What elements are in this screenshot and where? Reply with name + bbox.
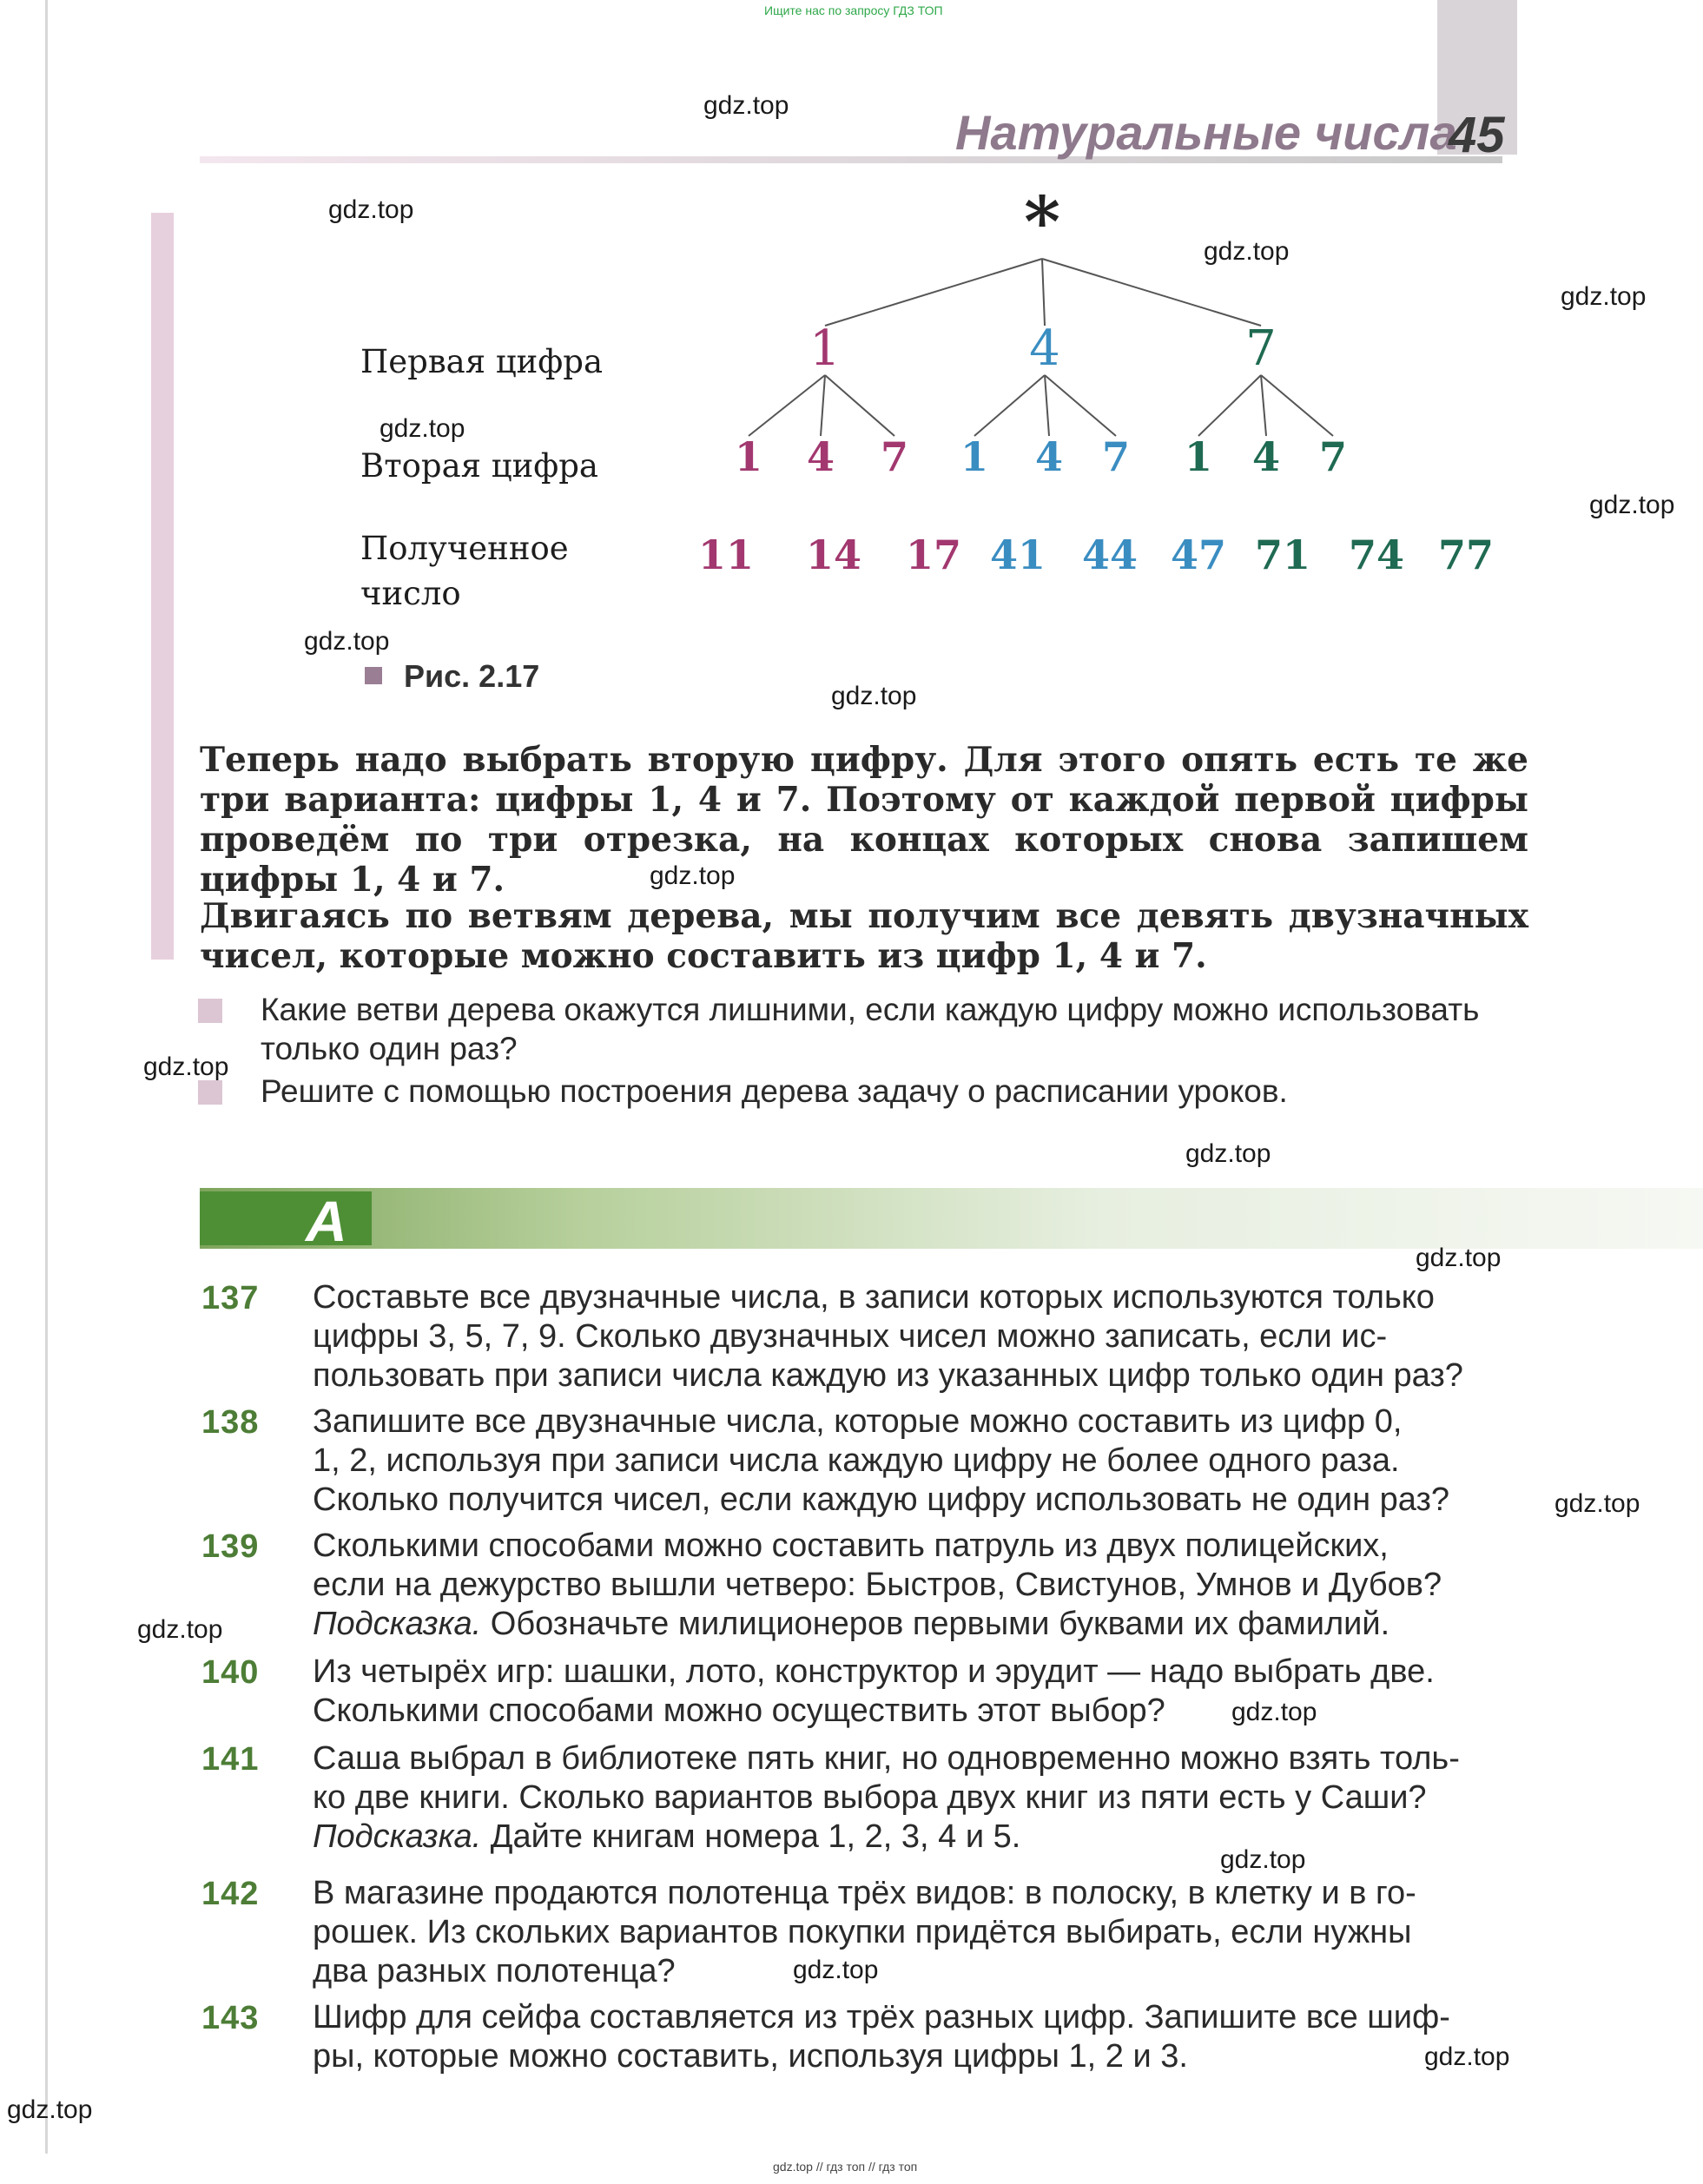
text-line: рошек. Из скольких вариантов покупки придётся выбирать, если нужны — [313, 1914, 1412, 1950]
text-line: В магазине продаются полотенца трёх видов: в полоску, в клетку и в го- — [313, 1875, 1416, 1911]
question-marker — [198, 999, 222, 1023]
tree-result-number: 41 — [989, 531, 1046, 578]
text-line: пользовать при записи числа каждую из указанных цифр только один раз? — [313, 1357, 1463, 1394]
exercise-137-text — [313, 1278, 1528, 1396]
hint-label: Подсказка. — [313, 1606, 482, 1642]
exercise-number: 142 — [201, 1876, 260, 1912]
tree-level2-digit: 1 — [960, 433, 989, 480]
tree-branch-level1 — [1198, 375, 1261, 436]
tree-diagram — [0, 0, 1703, 660]
tree-level1-digit: 1 — [809, 320, 841, 377]
hint-line — [313, 1818, 1528, 1857]
watermark: gdz.top — [1424, 2042, 1510, 2071]
watermark: gdz.top — [1554, 1489, 1640, 1518]
tree-branch-root — [1042, 259, 1261, 326]
question-1: Какие ветви дерева окажутся лишними, если каждую цифру можно использовать только один раз? — [261, 992, 1480, 1066]
watermark: gdz.top — [7, 2095, 93, 2124]
top-note: Ищите нас по запросу ГДЗ ТОП — [764, 3, 943, 17]
page-number: 45 — [1449, 107, 1505, 163]
text-line: Из четырёх игр: шашки, лото, конструктор и эрудит — надо выбрать две. — [313, 1653, 1435, 1690]
tree-branch-root — [1042, 259, 1045, 326]
tree-branch-level1 — [825, 375, 894, 436]
tree-result-number: 71 — [1254, 531, 1311, 578]
tree-level2-digit: 7 — [1318, 433, 1348, 480]
tree-level2-digit: 4 — [1034, 433, 1064, 480]
paragraph-1: Теперь надо выбрать вторую цифру. Для этого опять есть те же три варианта: цифры 1, 4 и 7. Поэтому от каждой первой цифры проведём по три отрезка, на концах которых снова запишем цифры 1, 4 и 7. — [200, 740, 1528, 900]
tree-label-first: Первая цифра — [360, 343, 603, 380]
tree-branch-root — [825, 259, 1042, 326]
bottom-note: gdz.top // гдз топ // гдз топ — [773, 2160, 918, 2174]
text-line: Сколько получится чисел, если каждую цифру использовать не один раз? — [313, 1481, 1450, 1518]
hint-text: Обозначьте милиционеров первыми буквами их фамилий. — [490, 1606, 1390, 1642]
section-band — [200, 1188, 1703, 1249]
tree-level1-digit: 4 — [1029, 320, 1060, 377]
tree-level2-digit: 4 — [806, 433, 835, 480]
exercise-number: 140 — [201, 1654, 260, 1691]
tree-label-result-1: Полученное — [360, 530, 569, 567]
exercise-number: 141 — [201, 1741, 260, 1778]
exercise-140-text — [313, 1653, 1528, 1731]
exercise-number: 143 — [201, 2000, 260, 2036]
exercise-number: 138 — [201, 1404, 260, 1441]
exercise-138-text — [313, 1402, 1528, 1520]
figure-caption: Рис. 2.17 — [404, 658, 540, 694]
exercise-number: 139 — [201, 1528, 260, 1565]
tree-branch-level1 — [1261, 375, 1333, 436]
question-2: Решите с помощью построения дерева задачу о расписании уроков. — [261, 1073, 1288, 1109]
exercise-number: 137 — [201, 1280, 260, 1316]
tree-branch-level1 — [974, 375, 1045, 436]
tree-branch-level1 — [821, 375, 825, 436]
tree-label-second: Вторая цифра — [360, 447, 598, 485]
question-marker — [198, 1080, 222, 1105]
watermark: gdz.top — [793, 1956, 879, 1984]
watermark: gdz.top — [137, 1615, 223, 1644]
watermark: gdz.top — [1416, 1244, 1502, 1272]
tree-result-number: 17 — [905, 531, 962, 578]
text-line: два разных полотенца? — [313, 1953, 676, 1989]
tree-result-number: 14 — [805, 531, 862, 578]
tree-branch-level1 — [1261, 375, 1266, 436]
text-line: Шифр для сейфа составляется из трёх разных цифр. Запишите все шиф- — [313, 1999, 1450, 2036]
paragraph-2: Двигаясь по ветвям дерева, мы получим все девять двузначных чисел, которые можно составить из цифр 1, 4 и 7. — [200, 896, 1528, 976]
text-line: если на дежурство вышли четверо: Быстров, Свистунов, Умнов и Дубов? — [313, 1567, 1442, 1603]
watermark: gdz.top — [1561, 282, 1647, 311]
tree-level2-digit: 1 — [1184, 433, 1213, 480]
tree-level1-digit: 7 — [1245, 320, 1277, 377]
tree-level2-digit: 7 — [880, 433, 909, 480]
tree-branch-level1 — [1045, 375, 1116, 436]
hint-line — [313, 1605, 1528, 1644]
watermark: gdz.top — [328, 195, 414, 224]
watermark: gdz.top — [1589, 491, 1675, 519]
text-line: ры, которые можно составить, используя цифры 1, 2 и 3. — [313, 2038, 1188, 2075]
text-line: цифры 3, 5, 7, 9. Сколько двузначных чисел можно записать, если ис- — [313, 1318, 1388, 1355]
tree-result-number: 77 — [1437, 531, 1495, 578]
watermark: gdz.top — [143, 1052, 229, 1081]
tree-branch-level1 — [749, 375, 825, 436]
exercise-143-text — [313, 1998, 1528, 2076]
watermark: gdz.top — [703, 91, 789, 120]
watermark: gdz.top — [650, 861, 736, 890]
text-line: 1, 2, используя при записи числа каждую цифру не более одного раза. — [313, 1442, 1400, 1479]
watermark: gdz.top — [1204, 237, 1290, 266]
section-letter: A — [306, 1189, 347, 1253]
hint-text: Дайте книгам номера 1, 2, 3, 4 и 5. — [490, 1818, 1021, 1855]
exercise-142-text — [313, 1874, 1528, 1991]
figure-marker-square — [365, 667, 382, 684]
tree-level2-digit: 1 — [734, 433, 763, 480]
text-line: Составьте все двузначные числа, в записи которых используются только — [313, 1279, 1435, 1316]
tree-level2-digit: 7 — [1101, 433, 1131, 480]
tree-label-result-2: число — [360, 575, 461, 612]
text-line: Сколькими способами можно осуществить этот выбор? — [313, 1692, 1165, 1729]
tree-text — [698, 181, 1494, 578]
text-line: Саша выбрал в библиотеке пять книг, но одновременно можно взять толь- — [313, 1740, 1460, 1777]
watermark: gdz.top — [304, 627, 390, 656]
text-line: Запишите все двузначные числа, которые можно составить из цифр 0, — [313, 1403, 1403, 1440]
watermark: gdz.top — [1231, 1698, 1317, 1726]
watermark: gdz.top — [831, 682, 917, 710]
tree-branch-level1 — [1045, 375, 1049, 436]
chapter-title: Натуральные числа — [955, 105, 1457, 160]
watermark: gdz.top — [380, 414, 465, 443]
tree-result-number: 47 — [1170, 531, 1227, 578]
watermark: gdz.top — [1220, 1845, 1306, 1874]
tree-level2-digit: 4 — [1251, 433, 1281, 480]
tree-result-number: 74 — [1348, 531, 1405, 578]
exercise-139-text — [313, 1527, 1528, 1644]
tree-result-number: 11 — [697, 531, 755, 578]
text-line: Сколькими способами можно составить патруль из двух полицейских, — [313, 1527, 1389, 1564]
hint-label: Подсказка. — [313, 1818, 482, 1855]
tree-result-number: 44 — [1081, 531, 1139, 578]
tree-root-asterisk: * — [1024, 181, 1060, 262]
watermark: gdz.top — [1185, 1139, 1271, 1168]
text-line: ко две книги. Сколько вариантов выбора двух книг из пяти есть у Саши? — [313, 1779, 1427, 1816]
exercise-141-text — [313, 1739, 1528, 1857]
